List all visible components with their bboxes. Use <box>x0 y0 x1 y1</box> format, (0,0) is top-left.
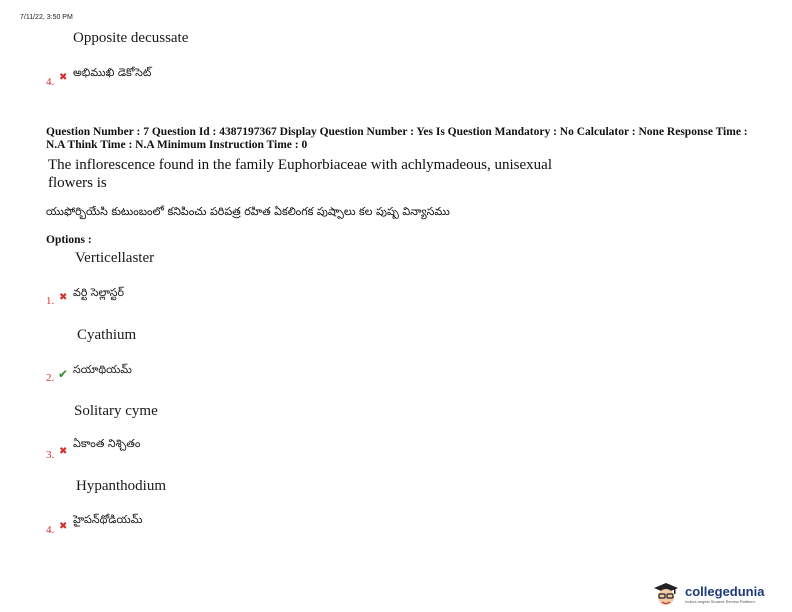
option-3-number: 3. <box>46 449 55 461</box>
question-text-telugu: యుఫోర్బియేసి కుటుంబంలో కనిపించు పరిపత్ర రహిత ఏకలింగక పుష్పాలు కల పుష్ప విన్యాసము <box>46 205 450 218</box>
option-1-telugu: వర్టి సెల్లాస్టర్ <box>73 286 124 299</box>
question-meta: Question Number : 7 Question Id : 4387197367 Display Question Number : Yes Is Question Mandatory : No Calculator : None Response Time : N.A Think Time : N.A Minimum Instruction Time : 0 <box>46 126 748 151</box>
option-2-number: 2. <box>46 372 55 384</box>
option-2-telugu: సయాథియమ్ <box>73 363 132 376</box>
option-3-telugu: ఏకాంత నిశ్చితం <box>73 437 141 450</box>
cross-icon: ✖ <box>59 446 68 457</box>
cross-icon: ✖ <box>59 521 68 532</box>
option-4-number: 4. <box>46 524 55 536</box>
brand-tagline: India's largest Student Review Platform <box>685 599 755 604</box>
option-3-english: Solitary cyme <box>74 403 158 419</box>
option-2-english: Cyathium <box>77 327 137 343</box>
prev-option-telugu: అభిముఖి డెకోసెట్ <box>73 66 152 79</box>
option-4-telugu: హైపన్‌థోడియమ్ <box>73 513 143 526</box>
option-1-english: Verticellaster <box>75 250 155 266</box>
graduate-mascot-icon <box>651 581 681 607</box>
prev-option-number: 4. <box>46 76 55 88</box>
collegedunia-watermark <box>651 581 764 607</box>
check-icon: ✔ <box>58 367 69 381</box>
question-text-english: The inflorescence found in the family Euphorbiaceae with achlymadeous, unisexual flowers is <box>48 157 552 191</box>
option-1-number: 1. <box>46 295 55 307</box>
brand-name: collegedunia <box>685 584 765 599</box>
print-timestamp: 7/11/22, 3:50 PM <box>20 14 73 21</box>
cross-icon: ✖ <box>59 72 68 83</box>
options-label: Options : <box>46 234 92 246</box>
option-4-english: Hypanthodium <box>76 478 166 494</box>
cross-icon: ✖ <box>59 292 68 303</box>
prev-option-english: Opposite decussate <box>73 30 189 46</box>
